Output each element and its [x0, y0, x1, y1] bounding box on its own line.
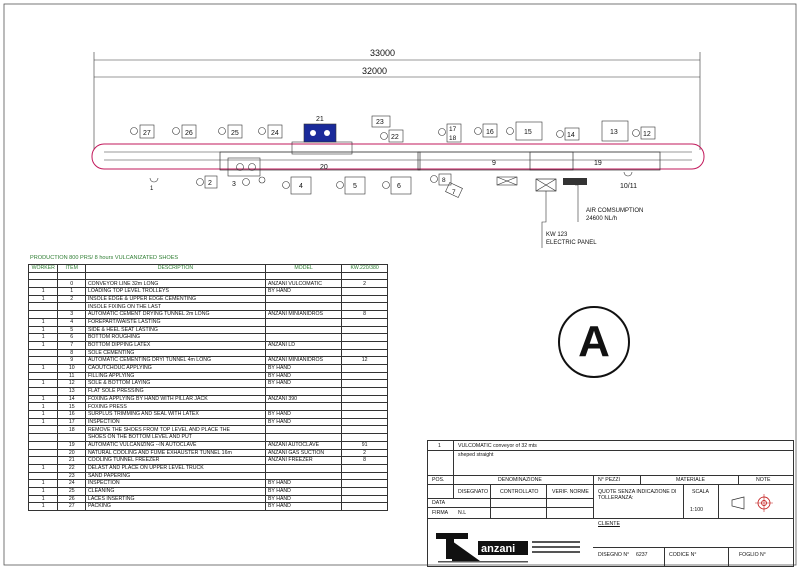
- model-cell: [265, 318, 341, 326]
- kw-cell: [342, 326, 388, 334]
- model-cell: [265, 349, 341, 357]
- table-row: [29, 464, 388, 472]
- item-cell: 7: [58, 341, 85, 349]
- kw-cell: [342, 495, 388, 503]
- station-label-27: 27: [143, 130, 151, 137]
- table-row: [29, 303, 388, 311]
- disegnato-label: DISEGNATO: [458, 489, 489, 495]
- model-cell: BY HAND: [265, 418, 341, 426]
- power-kw: KW 123: [546, 232, 568, 238]
- projection-symbol-icon: [728, 493, 778, 513]
- item-cell: 27: [58, 503, 85, 511]
- kw-cell: [342, 434, 388, 442]
- model-cell: BY HAND: [265, 380, 341, 388]
- table-row: [29, 334, 388, 342]
- item-cell: 12: [58, 380, 85, 388]
- station-label-18: 18: [449, 135, 457, 142]
- model-cell: ANZANI GAS SUCTION: [265, 449, 341, 457]
- station-label-14: 14: [567, 132, 575, 139]
- materiale-label: MATERIALE: [676, 477, 706, 483]
- worker-cell: [29, 372, 58, 380]
- item-cell: 5: [58, 326, 85, 334]
- model-cell: BY HAND: [265, 372, 341, 380]
- table-row: [29, 495, 388, 503]
- worker-cell: [29, 272, 58, 280]
- foglio-label: FOGLIO N°: [739, 552, 766, 558]
- table-row: [29, 295, 388, 303]
- dimension-33000-label: 33000: [370, 48, 396, 58]
- model-cell: [265, 403, 341, 411]
- firma-label: FIRMA: [432, 510, 449, 516]
- worker-cell: 1: [29, 464, 58, 472]
- table-row: [29, 434, 388, 442]
- station-label-21: 21: [316, 116, 324, 123]
- description-cell: SAND PAPERING: [85, 472, 265, 480]
- station-label-13: 13: [610, 129, 618, 136]
- description-cell: REMOVE THE SHOES FROM TOP LEVEL AND PLACE THE: [85, 426, 265, 434]
- worker-cell: 1: [29, 403, 58, 411]
- scala-value: 1:100: [690, 507, 703, 513]
- worker-cell: 1: [29, 480, 58, 488]
- worker-cell: [29, 280, 58, 288]
- table-row: [29, 280, 388, 288]
- description-cell: SHOES ON THE BOTTOM LEVEL AND PUT: [85, 434, 265, 442]
- station-label-26: 26: [185, 130, 193, 137]
- item-cell: 20: [58, 449, 85, 457]
- worker-cell: 1: [29, 395, 58, 403]
- station-label-17: 17: [449, 126, 457, 133]
- item-cell: 0: [58, 280, 85, 288]
- description-cell: INSOLE FIXING ON THE LAST: [85, 303, 265, 311]
- station-label-6: 6: [397, 183, 401, 190]
- verif-norme-label: VERIF. NORME: [552, 489, 589, 495]
- kw-cell: [342, 288, 388, 296]
- kw-cell: [342, 418, 388, 426]
- item-cell: 15: [58, 403, 85, 411]
- table-row: [29, 341, 388, 349]
- bom-table: [28, 264, 388, 511]
- item-cell: 3: [58, 311, 85, 319]
- description-cell: SOLE CEMENTING: [85, 349, 265, 357]
- item-cell: 11: [58, 372, 85, 380]
- worker-cell: 1: [29, 495, 58, 503]
- item-cell: 26: [58, 495, 85, 503]
- item-cell: 9: [58, 357, 85, 365]
- worker-cell: 1: [29, 380, 58, 388]
- table-row: [29, 480, 388, 488]
- description-cell: INSPECTION: [85, 418, 265, 426]
- worker-cell: [29, 357, 58, 365]
- description-cell: SOLE & BOTTOM LAYING: [85, 380, 265, 388]
- kw-cell: 8: [342, 311, 388, 319]
- worker-cell: [29, 303, 58, 311]
- table-row: [29, 349, 388, 357]
- station-label-10-11: 10/11: [620, 183, 637, 190]
- item-cell: 24: [58, 480, 85, 488]
- item-cell: 22: [58, 464, 85, 472]
- bom-header-row: [29, 265, 388, 273]
- disegno-label: DISEGNO N°: [598, 552, 630, 558]
- table-row: [29, 426, 388, 434]
- item-cell: 4: [58, 318, 85, 326]
- header-model: MODEL: [265, 265, 341, 273]
- model-cell: BY HAND: [265, 480, 341, 488]
- worker-cell: 1: [29, 487, 58, 495]
- model-cell: ANZANI MINIANIDROS: [265, 311, 341, 319]
- item-cell: 19: [58, 441, 85, 449]
- description-cell: COOLING TUNNEL FREEZER: [85, 457, 265, 465]
- power-panel-label: ELECTRIC PANEL: [546, 240, 597, 246]
- table-row: [29, 326, 388, 334]
- worker-cell: 1: [29, 318, 58, 326]
- model-cell: [265, 295, 341, 303]
- description-cell: CONVEYOR LINE 32m LONG: [85, 280, 265, 288]
- kw-cell: 2: [342, 449, 388, 457]
- description-cell: DELAST AND PLACE ON UPPER LEVEL TRUCK: [85, 464, 265, 472]
- firma-value: N.L: [458, 510, 467, 516]
- worker-cell: [29, 441, 58, 449]
- worker-cell: 1: [29, 411, 58, 419]
- table-row: [29, 388, 388, 396]
- kw-cell: [342, 472, 388, 480]
- conveyor-line: [92, 144, 704, 169]
- item-description-1: VULCOMATIC conveyor of 32 mts: [458, 443, 537, 449]
- note-label: NOTE: [756, 477, 771, 483]
- model-cell: [265, 326, 341, 334]
- quote-tolleranza: QUOTE SENZA INDICAZIONE DI TOLLERANZA:: [598, 489, 677, 501]
- worker-cell: [29, 457, 58, 465]
- table-row: [29, 472, 388, 480]
- item-cell: 25: [58, 487, 85, 495]
- item-cell: [58, 272, 85, 280]
- header-item: ITEM: [58, 265, 85, 273]
- description-cell: LOADING TOP LEVEL TROLLEYS: [85, 288, 265, 296]
- model-cell: ANZANI 390: [265, 395, 341, 403]
- model-cell: BY HAND: [265, 364, 341, 372]
- description-cell: BOTTOM ROUGHING: [85, 334, 265, 342]
- item-cell: 14: [58, 395, 85, 403]
- description-cell: FOXING APPLYING BY HAND WITH PILLAR JACK: [85, 395, 265, 403]
- station-label-24: 24: [271, 130, 279, 137]
- denominazione-label: DENOMINAZIONE: [498, 477, 542, 483]
- station-label-1: 1: [150, 186, 154, 192]
- worker-cell: 1: [29, 326, 58, 334]
- bom-body: [29, 272, 388, 510]
- table-row: [29, 364, 388, 372]
- model-cell: [265, 426, 341, 434]
- station-label-4: 4: [299, 183, 303, 190]
- table-row: [29, 380, 388, 388]
- table-row: [29, 403, 388, 411]
- description-cell: NATURAL COOLING AND FUME EXHAUSTER TUNNEL 16m: [85, 449, 265, 457]
- header-description: DESCRIPTION: [85, 265, 265, 273]
- anzani-logo: [434, 527, 584, 565]
- pos-label: POS.: [432, 477, 445, 483]
- model-cell: BY HAND: [265, 288, 341, 296]
- dimension-32000-label: 32000: [362, 66, 388, 76]
- kw-cell: [342, 341, 388, 349]
- freezer-21: [304, 124, 336, 142]
- model-cell: ANZANI FREEZER: [265, 457, 341, 465]
- model-cell: ANZANI VULCOMATIC: [265, 280, 341, 288]
- station-label-22: 22: [391, 134, 399, 141]
- description-cell: SURPLUS TRIMMING AND SEAL WITH LATEX: [85, 411, 265, 419]
- description-cell: FOREPART/WAISTE LASTING: [85, 318, 265, 326]
- table-row: [29, 503, 388, 511]
- kw-cell: [342, 403, 388, 411]
- description-cell: [85, 272, 265, 280]
- station-label-2: 2: [208, 180, 212, 187]
- item-cell: 2: [58, 295, 85, 303]
- item-cell: [58, 434, 85, 442]
- model-cell: [265, 334, 341, 342]
- item-cell: 13: [58, 388, 85, 396]
- worker-cell: 1: [29, 341, 58, 349]
- table-row: [29, 487, 388, 495]
- model-cell: BY HAND: [265, 411, 341, 419]
- kw-cell: [342, 411, 388, 419]
- kw-cell: 91: [342, 441, 388, 449]
- worker-cell: [29, 311, 58, 319]
- kw-cell: [342, 480, 388, 488]
- table-row: [29, 418, 388, 426]
- model-cell: [265, 303, 341, 311]
- codice-label: CODICE N°: [669, 552, 697, 558]
- kw-cell: [342, 303, 388, 311]
- item-description-2: sheped straight: [458, 452, 494, 458]
- table-row: [29, 288, 388, 296]
- table-row: [29, 311, 388, 319]
- description-cell: FLAT SOLE PRESSING: [85, 388, 265, 396]
- anzani-logo-icon: [434, 527, 584, 565]
- header-worker: WORKER: [29, 265, 58, 273]
- kw-cell: [342, 503, 388, 511]
- kw-cell: 12: [342, 357, 388, 365]
- table-row: [29, 441, 388, 449]
- table-row: [29, 449, 388, 457]
- station-label-25: 25: [231, 130, 239, 137]
- station-label-9: 9: [492, 160, 496, 167]
- table-row: [29, 272, 388, 280]
- station-label-7: 7: [452, 189, 456, 196]
- description-cell: BOTTOM DIPPING LATEX: [85, 341, 265, 349]
- model-cell: [265, 388, 341, 396]
- item-cell: 1: [58, 288, 85, 296]
- description-cell: INSPECTION: [85, 480, 265, 488]
- kw-cell: [342, 295, 388, 303]
- kw-cell: [342, 380, 388, 388]
- model-cell: [265, 272, 341, 280]
- item-cell: 16: [58, 411, 85, 419]
- worker-cell: [29, 388, 58, 396]
- air-consumption-label: AIR COMSUMPTION: [586, 208, 644, 214]
- model-cell: ANZANI MINIANIDROS: [265, 357, 341, 365]
- item-cell: [58, 303, 85, 311]
- worker-cell: 1: [29, 418, 58, 426]
- station-label-8: 8: [442, 177, 446, 184]
- n-pezzi-label: N° PEZZI: [598, 477, 620, 483]
- logo-wordmark: anzani: [481, 543, 516, 555]
- worker-cell: 1: [29, 364, 58, 372]
- worker-cell: 1: [29, 334, 58, 342]
- description-cell: AUTOMATIC VULCANIZING --IN AUTOCLAVE: [85, 441, 265, 449]
- model-cell: BY HAND: [265, 487, 341, 495]
- table-row: [29, 457, 388, 465]
- kw-cell: [342, 388, 388, 396]
- kw-cell: 2: [342, 280, 388, 288]
- worker-cell: [29, 472, 58, 480]
- worker-cell: [29, 449, 58, 457]
- model-cell: ANZANI LD: [265, 341, 341, 349]
- kw-cell: [342, 487, 388, 495]
- kw-cell: [342, 464, 388, 472]
- sheet-badge: A: [558, 306, 630, 378]
- data-label: DATA: [432, 500, 446, 506]
- description-cell: CLEANING: [85, 487, 265, 495]
- description-cell: FOXING PRESS: [85, 403, 265, 411]
- worker-cell: [29, 349, 58, 357]
- description-cell: AUTOMATIC CEMENT DRYING TUNNEL 2m LONG: [85, 311, 265, 319]
- item-cell: 23: [58, 472, 85, 480]
- table-row: [29, 395, 388, 403]
- item-cell: 17: [58, 418, 85, 426]
- production-title: PRODUCTION 800 PRS/ 8 hours VULCANIZATED SHOES: [30, 255, 179, 261]
- kw-cell: [342, 395, 388, 403]
- description-cell: INSOLE EDGE & UPPER EDGE CEMENTING: [85, 295, 265, 303]
- model-cell: [265, 472, 341, 480]
- model-cell: BY HAND: [265, 495, 341, 503]
- table-row: [29, 357, 388, 365]
- worker-cell: 1: [29, 288, 58, 296]
- table-row: [29, 372, 388, 380]
- kw-cell: [342, 272, 388, 280]
- station-label-3: 3: [232, 181, 236, 188]
- kw-cell: [342, 334, 388, 342]
- description-cell: PACKING: [85, 503, 265, 511]
- description-cell: CAOUTCHOUC APPLYING: [85, 364, 265, 372]
- kw-cell: 8: [342, 457, 388, 465]
- air-consumption-value: 24600 NL/h: [586, 216, 618, 222]
- item-cell: 18: [58, 426, 85, 434]
- description-cell: FILLING APPLYING: [85, 372, 265, 380]
- item-cell: 21: [58, 457, 85, 465]
- item-cell: 8: [58, 349, 85, 357]
- description-cell: LACES INSERTING: [85, 495, 265, 503]
- disegno-value: 6237: [636, 552, 648, 558]
- table-row: [29, 411, 388, 419]
- model-cell: [265, 464, 341, 472]
- item-number: 1: [438, 443, 441, 449]
- model-cell: BY HAND: [265, 503, 341, 511]
- worker-cell: 1: [29, 503, 58, 511]
- kw-cell: [342, 372, 388, 380]
- cliente-label: CLIENTE: [598, 521, 620, 527]
- item-cell: 6: [58, 334, 85, 342]
- bottom-stations: [150, 158, 632, 197]
- header-kw: KW.220/380: [342, 265, 388, 273]
- station-label-12: 12: [643, 131, 651, 138]
- kw-cell: [342, 364, 388, 372]
- station-label-20: 20: [320, 164, 328, 171]
- station-label-23: 23: [376, 119, 384, 126]
- description-cell: AUTOMATIC CEMENTING DRYI TUNNEL 4m LONG: [85, 357, 265, 365]
- worker-cell: [29, 434, 58, 442]
- station-label-15: 15: [524, 129, 532, 136]
- worker-cell: 1: [29, 295, 58, 303]
- kw-cell: [342, 349, 388, 357]
- table-row: [29, 318, 388, 326]
- station-label-16: 16: [486, 129, 494, 136]
- item-cell: 10: [58, 364, 85, 372]
- station-label-19: 19: [594, 160, 602, 167]
- worker-cell: [29, 426, 58, 434]
- kw-cell: [342, 426, 388, 434]
- model-cell: ANZANI AUTOCLAVE: [265, 441, 341, 449]
- air-compressor: [563, 178, 587, 185]
- kw-cell: [342, 318, 388, 326]
- model-cell: [265, 434, 341, 442]
- station-label-5: 5: [353, 183, 357, 190]
- scala-label: SCALA: [692, 489, 710, 495]
- controllato-label: CONTROLLATO: [500, 489, 539, 495]
- description-cell: SIDE & HEEL SEAT LASTING: [85, 326, 265, 334]
